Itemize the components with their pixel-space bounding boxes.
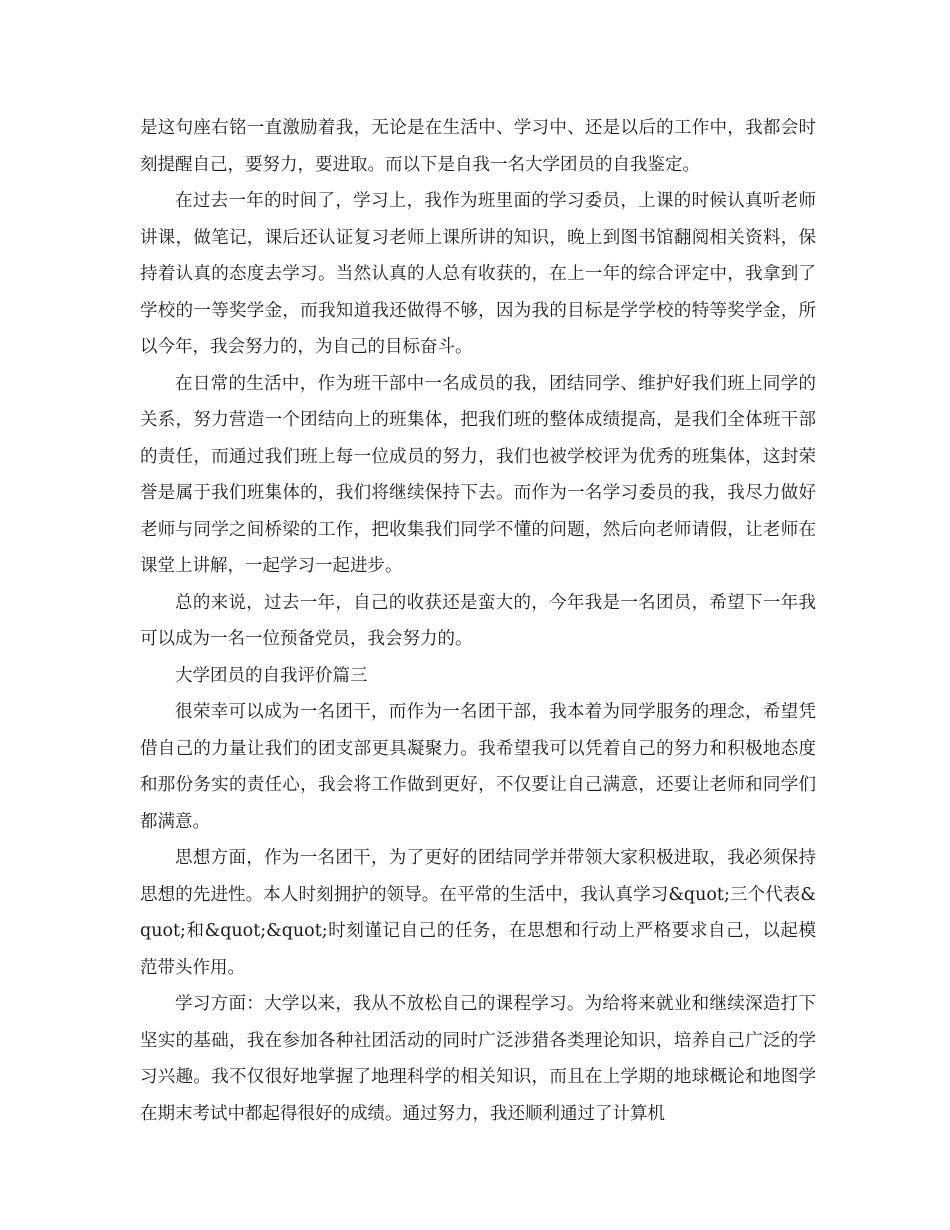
document-body bbox=[140, 110, 816, 1132]
paragraph-5: 很荣幸可以成为一名团干，而作为一名团干部，我本着为同学服务的理念，希望凭借自己的力量让我们的团支部更具凝聚力。我希望我可以凭着自己的努力和积极地态度和那份务实的责任心，我会将工作做到更好，不仅要让自己满意，还要让老师和同学们都满意。 bbox=[140, 702, 816, 832]
paragraph-2: 在过去一年的时间了，学习上，我作为班里面的学习委员，上课的时候认真听老师讲课，做笔记，课后还认证复习老师上课所讲的知识，晚上到图书馆翻阅相关资料，保持着认真的态度去学习。当然认真的人总有收获的，在上一年的综合评定中，我拿到了学校的一等奖学金，而我知道我还做得不够，因为我的目标是学学校的特等奖学金，所以今年，我会努力的，为自己的目标奋斗。 bbox=[140, 191, 816, 357]
paragraph-6: 思想方面，作为一名团干，为了更好的团结同学并带领大家积极进取，我必须保持思想的先进性。本人时刻拥护的领导。在平常的生活中，我认真学习&quot;三个代表&quot;和&quot;&quot;时刻谨记自己的任务，在思想和行动上严格要求自己，以起模范带头作用。 bbox=[140, 848, 816, 978]
paragraph-4: 总的来说，过去一年，自己的收获还是蛮大的，今年我是一名团员，希望下一年我可以成为一名一位预备党员，我会努力的。 bbox=[140, 592, 816, 649]
paragraph-3: 在日常的生活中，作为班干部中一名成员的我，团结同学、维护好我们班上同学的关系，努力营造一个团结向上的班集体，把我们班的整体成绩提高，是我们全体班干部的责任，而通过我们班上每一位成员的努力，我们也被学校评为优秀的班集体，这封荣誉是属于我们班集体的，我们将继续保持下去。而作为一名学习委员的我，我尽力做好老师与同学之间桥梁的工作，把收集我们同学不懂的问题，然后向老师请假，让老师在课堂上讲解，一起学习一起进步。 bbox=[140, 373, 816, 576]
paragraph-7: 学习方面：大学以来，我从不放松自己的课程学习。为给将来就业和继续深造打下坚实的基础，我在参加各种社团活动的同时广泛涉猎各类理论知识，培养自己广泛的学习兴趣。我不仅很好地掌握了地理科学的相关知识，而且在上学期的地球概论和地图学在期末考试中都起得很好的成绩。通过努力，我还顺利通过了计算机 bbox=[140, 994, 816, 1124]
paragraph-1: 是这句座右铭一直激励着我，无论是在生活中、学习中、还是以后的工作中，我都会时刻提醒自己，要努力，要进取。而以下是自我一名大学团员的自我鉴定。 bbox=[140, 118, 816, 175]
section-heading: 大学团员的自我评价篇三 bbox=[175, 665, 368, 686]
